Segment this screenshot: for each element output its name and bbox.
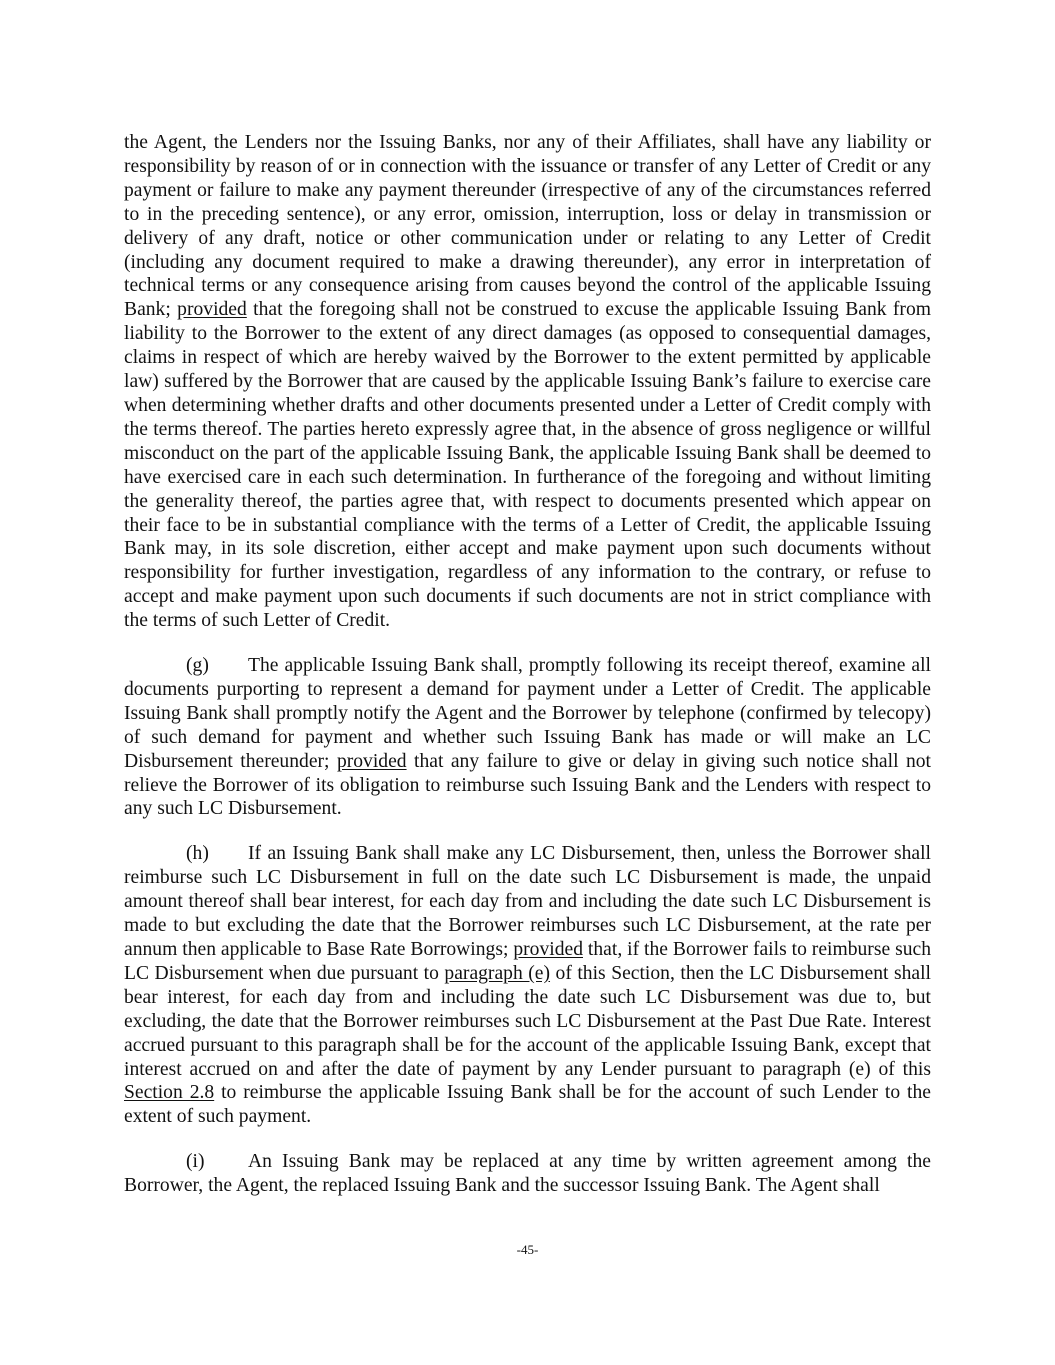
paragraph-h-text-3: of this Section, then the LC Disbursement shall bear interest, for each day from and including the date such LC Disbursement was due to, but excluding, the date that the Borrower reimburses such LC Disbursement at the Past Due Rate. Interest accrued pursuant to this paragraph shall be for the account of the applicable Issuing Bank, except that interest accrued on and after the date of payment by any Lender pursuant to paragraph (e) of this: [124, 962, 931, 1080]
paragraph-g: [124, 654, 931, 821]
provided-term: provided: [336, 750, 407, 772]
paragraph-f-text-2: that the foregoing shall not be construed to excuse the applicable Issuing Bank from liability to the Borrower to the extent of any direct damages (as opposed to consequential damages, claims in respect of which are hereby waived by the Borrower to the extent permitted by applicable law) suffered by the Borrower that are caused by the applicable Issuing Bank’s failure to exercise care when determining whether drafts and other documents presented under a Letter of Credit comply with the terms thereof. The parties hereto expressly agree that, in the absence of gross negligence or willful misconduct on the part of the applicable Issuing Bank, the applicable Issuing Bank shall be deemed to have exercised care in each such determination. In furtherance of the foregoing and without limiting the generality thereof, the parties agree that, with respect to documents presented which appear on their face to be in substantial compliance with the terms of a Letter of Credit, the applicable Issuing Bank may, in its sole discretion, either accept and make payment upon such documents without responsibility for further investigation, regardless of any information to the contrary, or refuse to accept and make payment upon such documents if such documents are not in strict compliance with the terms of such Letter of Credit.: [124, 299, 931, 632]
paragraph-h-text-2: that, if the Borrower fails to reimburse such LC Disbursement when due pursuant to: [124, 939, 932, 984]
section-2-8-reference: Section 2.8: [124, 1082, 215, 1104]
provided-term: provided: [513, 939, 583, 960]
paragraph-f-continuation: [124, 131, 931, 633]
paragraph-g-label: (g): [186, 655, 209, 677]
paragraph-g-text-1: The applicable Issuing Bank shall, promptly following its receipt thereof, examine all documents purporting to represent a demand for payment under a Letter of Credit. The applicable Issuing Bank shall promptly notify the Agent and the Borrower by telephone (confirmed by telecopy) of such demand for payment and whether such Issuing Bank has made or will make an LC Disbursement thereunder;: [124, 655, 931, 772]
document-body: [124, 131, 931, 1198]
page-number: -45-: [516, 1242, 539, 1257]
paragraph-f-text-1: the Agent, the Lenders nor the Issuing Banks, nor any of their Affiliates, shall have any liability or responsibility by reason of or in connection with the issuance or transfer of any Letter of Credit or any payment or failure to make any payment thereunder (irrespective of any of the circumstances referred to in the preceding sentence), or any error, omission, interruption, loss or delay in transmission or delivery of any draft, notice or other communication under or relating to any Letter of Credit (including any document required to make a drawing thereunder), any error in interpretation of technical terms or any consequence arising from causes beyond the control of the applicable Issuing Bank;: [124, 132, 931, 321]
paragraph-e-reference: paragraph (e): [444, 962, 551, 984]
paragraph-i-label: (i): [186, 1151, 205, 1173]
paragraph-i-text-1: An Issuing Bank may be replaced at any time by written agreement among the Borrower, the Agent, the replaced Issuing Bank and the successor Issuing Bank. The Agent shall: [124, 1151, 931, 1197]
provided-term: provided: [177, 299, 247, 321]
paragraph-h-label: (h): [186, 843, 209, 865]
paragraph-g-text-2: that any failure to give or delay in giving such notice shall not relieve the Borrower of its obligation to reimburse such Issuing Bank and the Lenders with respect to any such LC Disbursement.: [124, 750, 931, 820]
paragraph-h-text-1: If an Issuing Bank shall make any LC Disbursement, then, unless the Borrower shall reimburse such LC Disbursement in full on the date such LC Disbursement is made, the unpaid amount thereof shall bear interest, for each day from and including the date such LC Disbursement is made to but excluding the date that the Borrower reimburses such LC Disbursement, at the rate per annum then applicable to Base Rate Borrowings;: [124, 843, 931, 960]
paragraph-h: [124, 842, 931, 1129]
paragraph-i: [124, 1150, 931, 1198]
paragraph-h-text-4: to reimburse the applicable Issuing Bank shall be for the account of such Lender to the extent of such payment.: [124, 1082, 931, 1128]
